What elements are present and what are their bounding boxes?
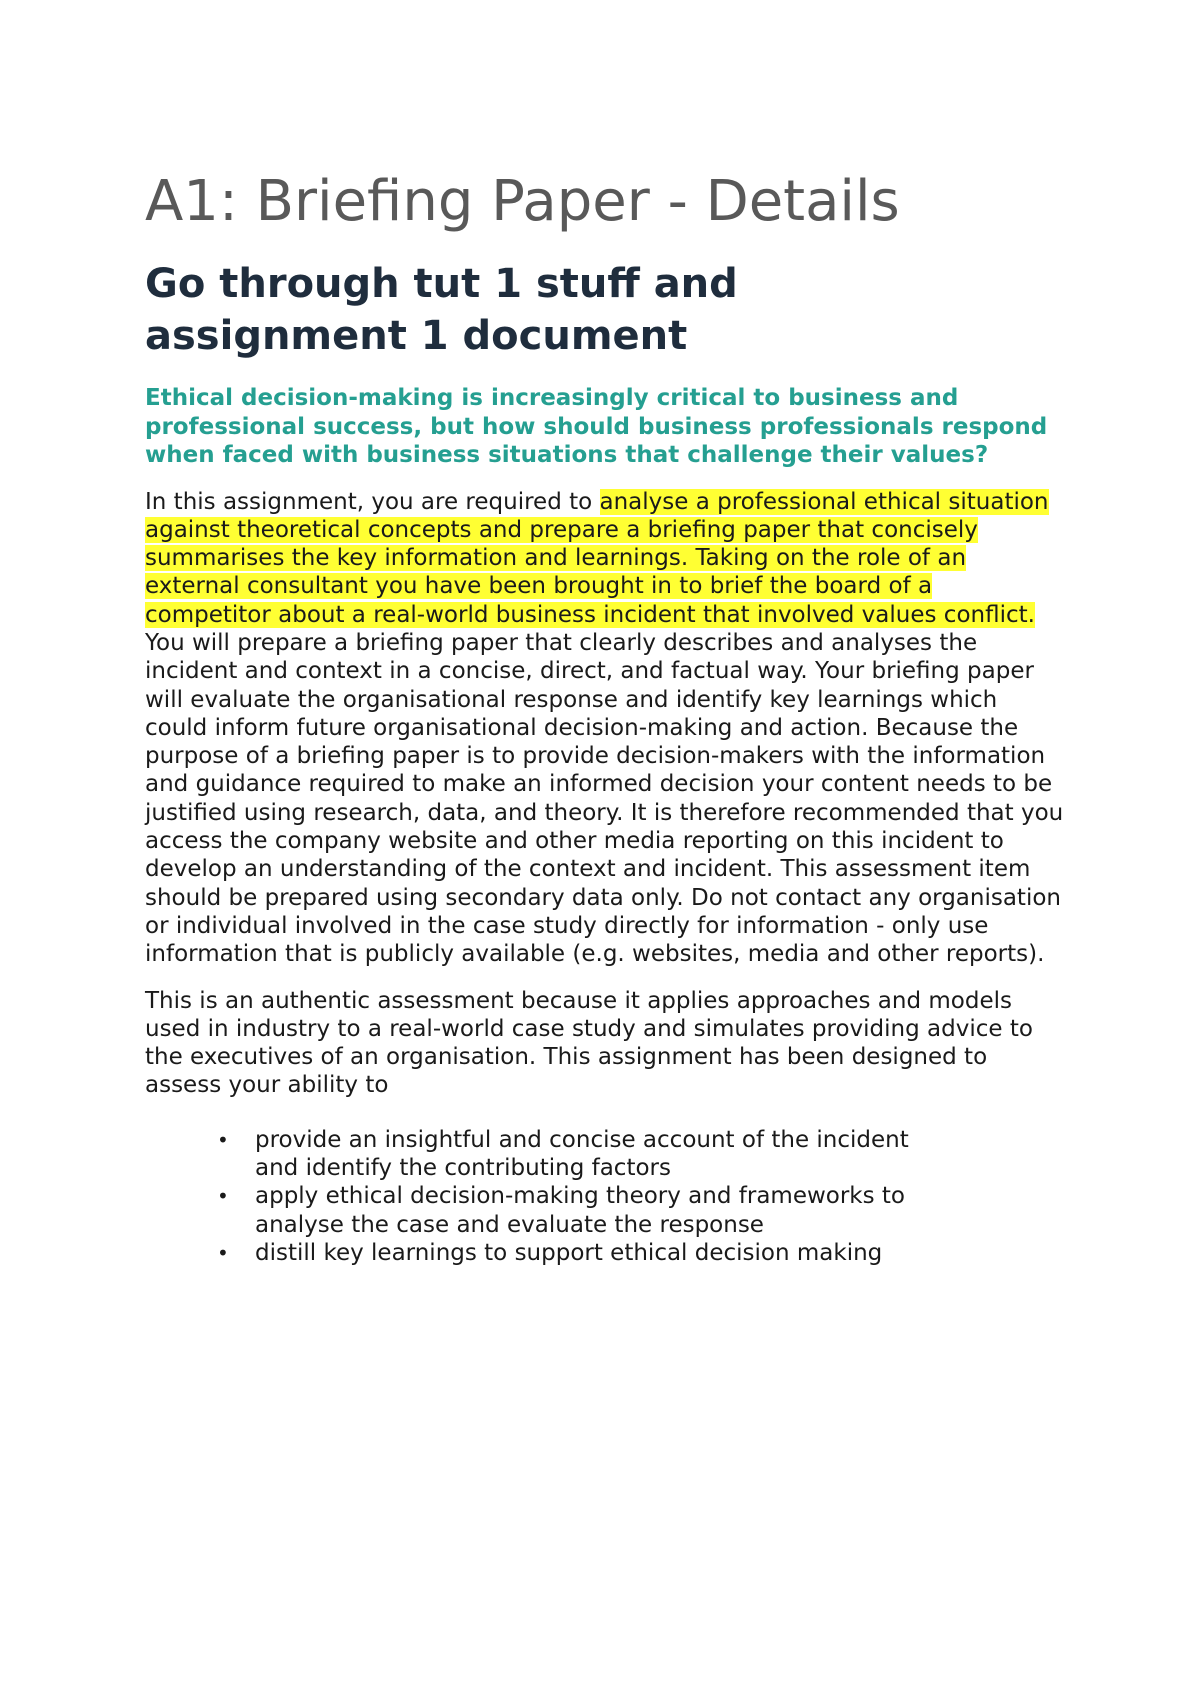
- bullet-icon: •: [217, 1184, 229, 1209]
- bullet-icon: •: [217, 1127, 229, 1152]
- list-item-text: apply ethical decision-making theory and frameworks to analyse the case and evaluate the response: [255, 1183, 906, 1238]
- ability-list: [145, 1126, 1065, 1267]
- description-intro: In this assignment, you are required to: [145, 488, 600, 515]
- list-item-text: provide an insightful and concise account of the incident and identify the contributing factors: [255, 1126, 909, 1182]
- lead-question: Ethical decision-making is increasingly critical to business and professional success, but how should business professionals respond when faced with business situations that challenge their values?: [145, 385, 1048, 468]
- description-rest: You will prepare a briefing paper that clearly describes and analyses the incident and context in a concise, direct, and factual way. Your briefing paper will evaluate the organisational response and identify key learnings which could inform future organisational decision-making and action. Because the purpose of a briefing paper is to provide decision-makers with the information and guidance required to make an informed decision your content needs to be justified using research, data, and theory. It is therefore recommended that you access the company website and other media reporting on this incident to develop an understanding of the context and incident. This assessment item should be prepared using secondary data only. Do not contact any organisation or individual involved in the case study directly for information - only use information that is publicly available (e.g. websites, media and other reports).: [145, 629, 1064, 968]
- list-item-text: distill key learnings to support ethical decision making: [255, 1239, 883, 1266]
- authentic-assessment-paragraph: This is an authentic assessment because it applies approaches and models used in industry to a real-world case study and simulates providing advice to the executives of an organisation. This assignment has been designed to assess your ability to: [145, 987, 1033, 1099]
- list-item: [217, 1126, 945, 1183]
- list-item: [217, 1182, 945, 1239]
- document-title: A1: Briefing Paper - Details: [145, 169, 900, 234]
- document-subtitle: Go through tut 1 stuff and assignment 1 document: [145, 261, 738, 359]
- bullet-icon: •: [217, 1240, 229, 1265]
- assignment-description: [145, 488, 1065, 969]
- highlighted-text: analyse a professional ethical situation against theoretical concepts and prepare a briefing paper that concisely summarises the key information and learnings. Taking on the role of an external consultant you have been brought in to brief the board of a competitor about a real-world business incident that involved values conflict.: [145, 488, 1049, 628]
- document-page: [145, 168, 1065, 1267]
- list-item: [217, 1239, 945, 1267]
